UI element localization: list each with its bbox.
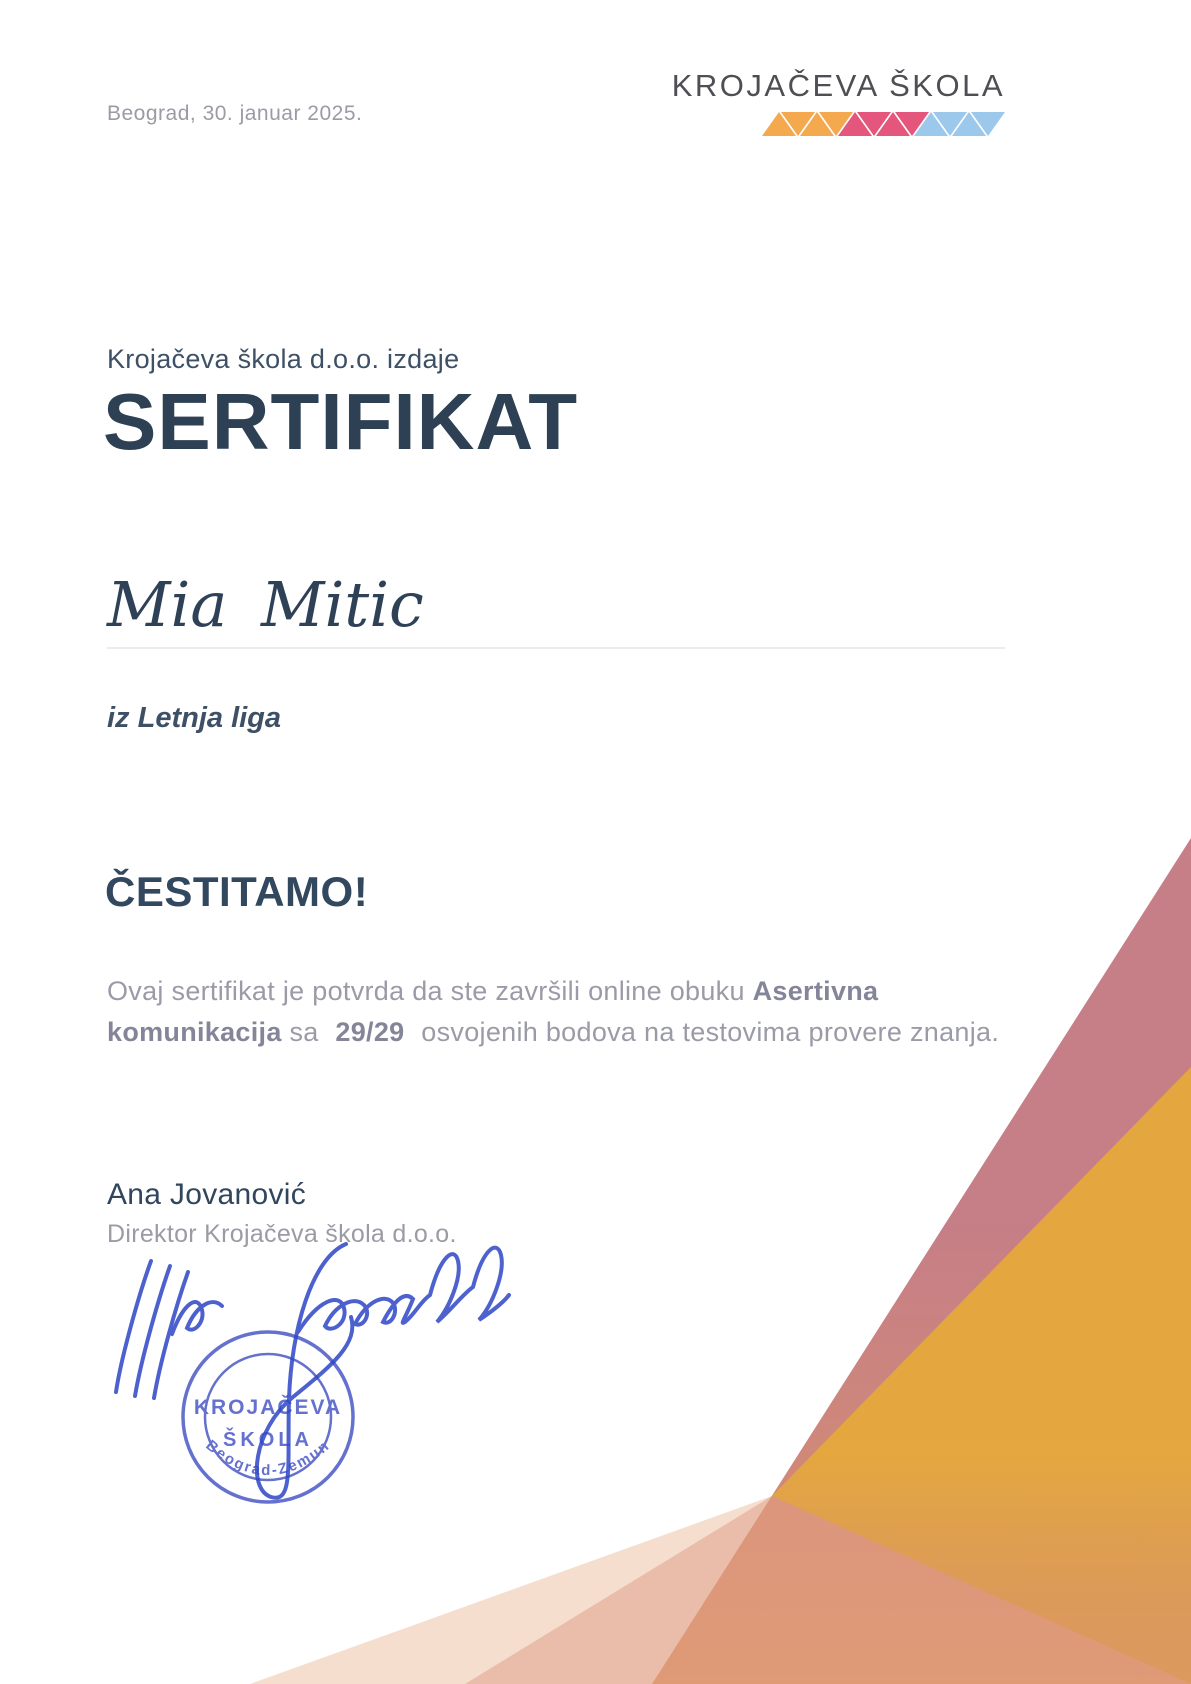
body-text-2: sa bbox=[281, 1017, 327, 1047]
congrats-heading: ČESTITAMO! bbox=[105, 868, 369, 915]
signatory-name: Ana Jovanović bbox=[107, 1178, 307, 1211]
recipient-origin: iz Letnja liga bbox=[107, 702, 282, 734]
stamp-text-line2: ŠKOLA bbox=[223, 1429, 313, 1451]
issuer-line: Krojačeva škola d.o.o. izdaje bbox=[107, 344, 460, 374]
date-text: Beograd, 30. januar 2025. bbox=[107, 102, 363, 125]
logo-text: KROJAČEVA ŠKOLA bbox=[671, 68, 1005, 103]
score-value: 29/29 bbox=[335, 1017, 405, 1047]
body-text-3: osvojenih bodova na testovima provere znanja. bbox=[413, 1017, 1000, 1047]
signatory-title: Direktor Krojačeva škola d.o.o. bbox=[107, 1220, 457, 1248]
course-name: Asertivna komunikacija bbox=[107, 976, 879, 1047]
certificate-title: SERTIFIKAT bbox=[103, 377, 579, 466]
stamp-text-line1: KROJAČEVA bbox=[193, 1396, 343, 1419]
stamp bbox=[183, 1332, 353, 1502]
stamp-arc-text: Beograd-Zemun bbox=[202, 1436, 334, 1480]
body-text-1: Ovaj sertifikat je potvrda da ste završili online obuku bbox=[107, 976, 753, 1006]
recipient-name: Mia Mitic bbox=[107, 568, 1005, 649]
